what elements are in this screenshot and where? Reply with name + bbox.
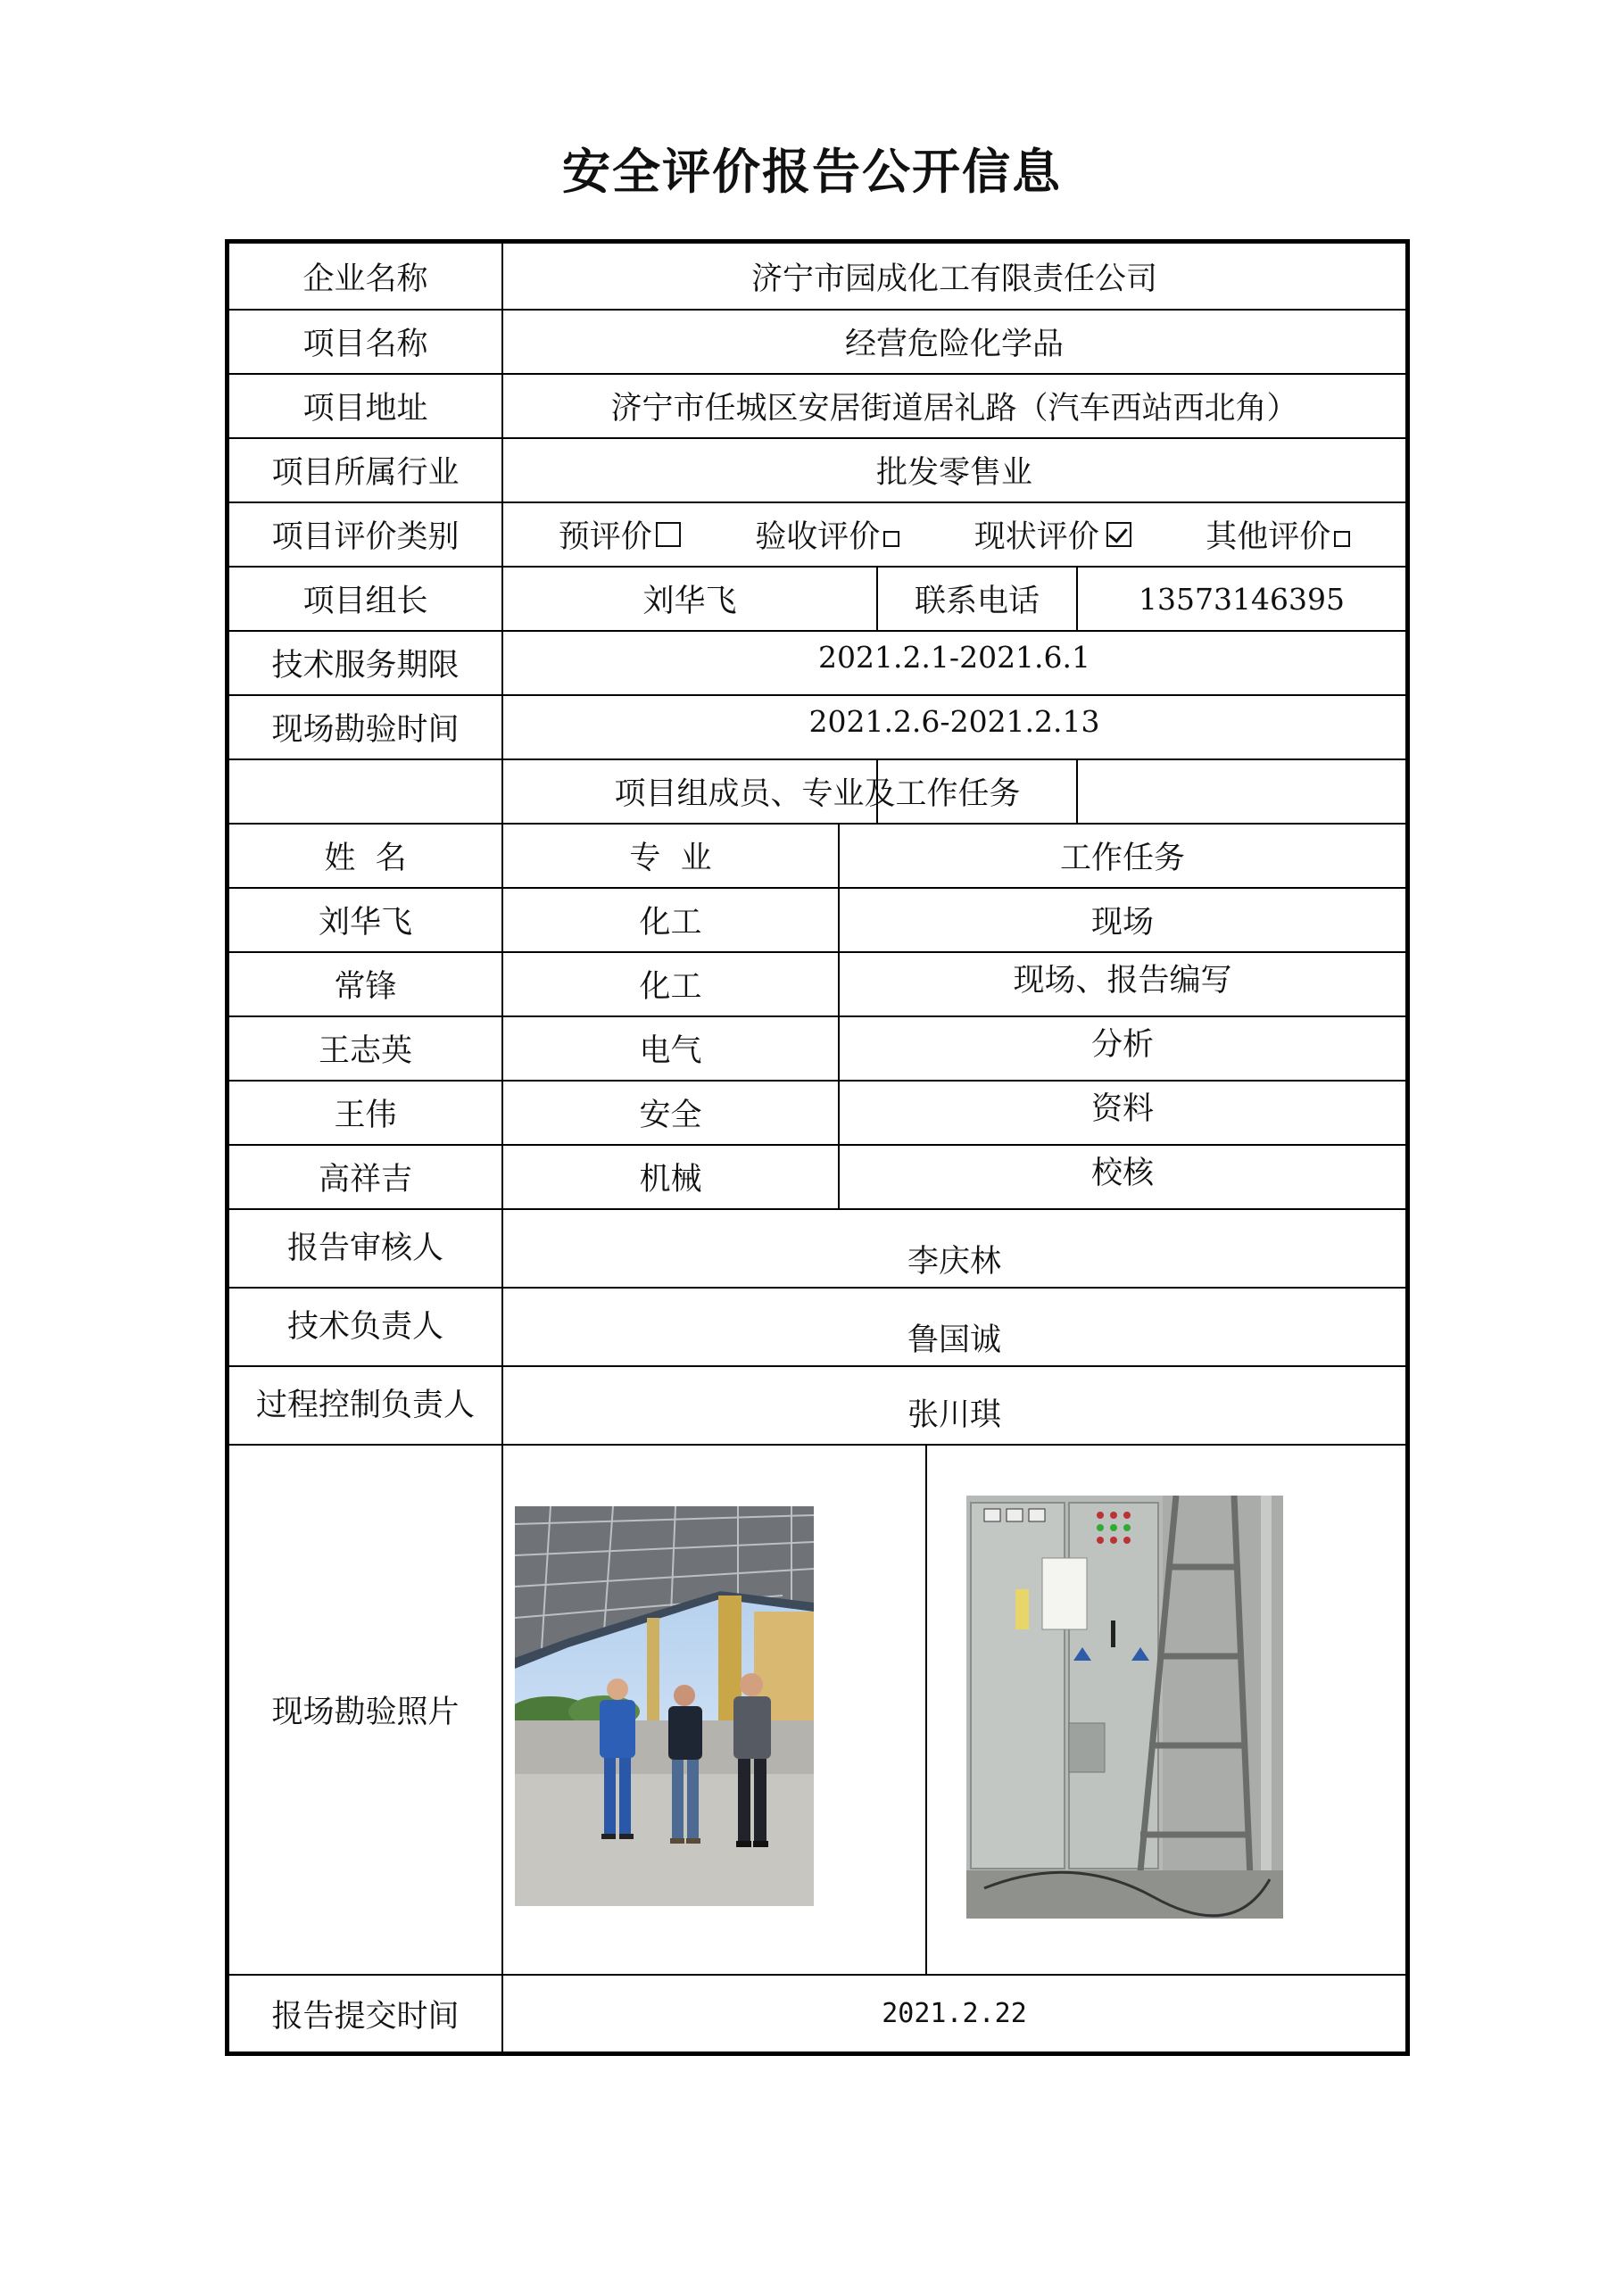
submit-label: 报告提交时间 [271,1998,460,2035]
col-major-header: 专 业 [629,841,712,876]
service-period-value: 2021.2.1-2021.6.1 [817,639,1091,675]
checkbox-icon[interactable] [656,522,681,547]
member-name: 刘华飞 [318,905,412,941]
industry-label: 项目所属行业 [271,455,460,491]
members-section-title: 项目组成员、专业及工作任务 [614,776,1021,812]
member-task: 分析 [1090,1027,1154,1063]
reviewer-label: 报告审核人 [286,1231,443,1266]
col-name-header: 姓 名 [324,841,407,876]
option-acceptance-evaluation[interactable]: 验收评价 [755,512,899,557]
leader-value: 刘华飞 [642,584,737,619]
process-lead-value: 张川琪 [907,1397,1001,1433]
reviewer-value: 李庆林 [907,1244,1001,1280]
option-other-evaluation[interactable]: 其他评价 [1206,512,1350,557]
industry-value: 批发零售业 [875,455,1032,491]
site-photo-team [515,1506,814,1906]
company-value: 济宁市园成化工有限责任公司 [750,261,1157,297]
phone-value: 13573146395 [1139,581,1345,617]
member-task: 资料 [1090,1091,1154,1127]
option-pre-evaluation[interactable]: 预评价 [559,512,681,557]
member-name: 高祥吉 [318,1162,412,1198]
checkbox-checked-icon[interactable] [1106,522,1131,547]
member-name: 王志英 [318,1033,412,1069]
phone-label: 联系电话 [914,584,1040,619]
project-name-value: 经营危险化学品 [844,327,1064,362]
col-task-header: 工作任务 [1059,841,1185,876]
member-name: 常锋 [334,969,397,1005]
member-major: 化工 [639,969,702,1005]
member-task: 校核 [1090,1156,1154,1191]
member-major: 机械 [639,1162,702,1198]
tech-lead-label: 技术负责人 [286,1309,443,1345]
service-period-label: 技术服务期限 [271,648,460,684]
member-task: 现场、报告编写 [1013,963,1232,999]
checkbox-icon[interactable] [883,531,899,547]
member-task: 现场 [1090,905,1154,941]
tech-lead-value: 鲁国诚 [907,1322,1001,1358]
member-name: 王伟 [334,1098,397,1133]
checkbox-icon[interactable] [1334,531,1350,547]
submit-value: 2021.2.22 [882,1998,1027,2029]
member-major: 化工 [639,905,702,941]
survey-time-label: 现场勘验时间 [271,712,460,748]
category-label: 项目评价类别 [271,519,460,555]
member-major: 电气 [639,1033,702,1069]
survey-time-value: 2021.2.6-2021.2.13 [808,703,1100,739]
option-status-evaluation[interactable]: 现状评价 [974,512,1131,557]
photos-label: 现场勘验照片 [271,1695,460,1730]
member-major: 安全 [639,1098,702,1133]
process-lead-label: 过程控制负责人 [255,1388,475,1423]
category-options [503,503,1405,566]
page-title: 安全评价报告公开信息 [562,144,1062,200]
project-name-label: 项目名称 [302,327,428,362]
site-photo-equipment [966,1496,1283,1919]
info-table [225,239,1410,2056]
company-label: 企业名称 [302,261,428,297]
address-label: 项目地址 [302,391,428,427]
leader-label: 项目组长 [302,584,428,619]
address-value: 济宁市任城区安居街道居礼路（汽车西站西北角） [610,391,1298,427]
